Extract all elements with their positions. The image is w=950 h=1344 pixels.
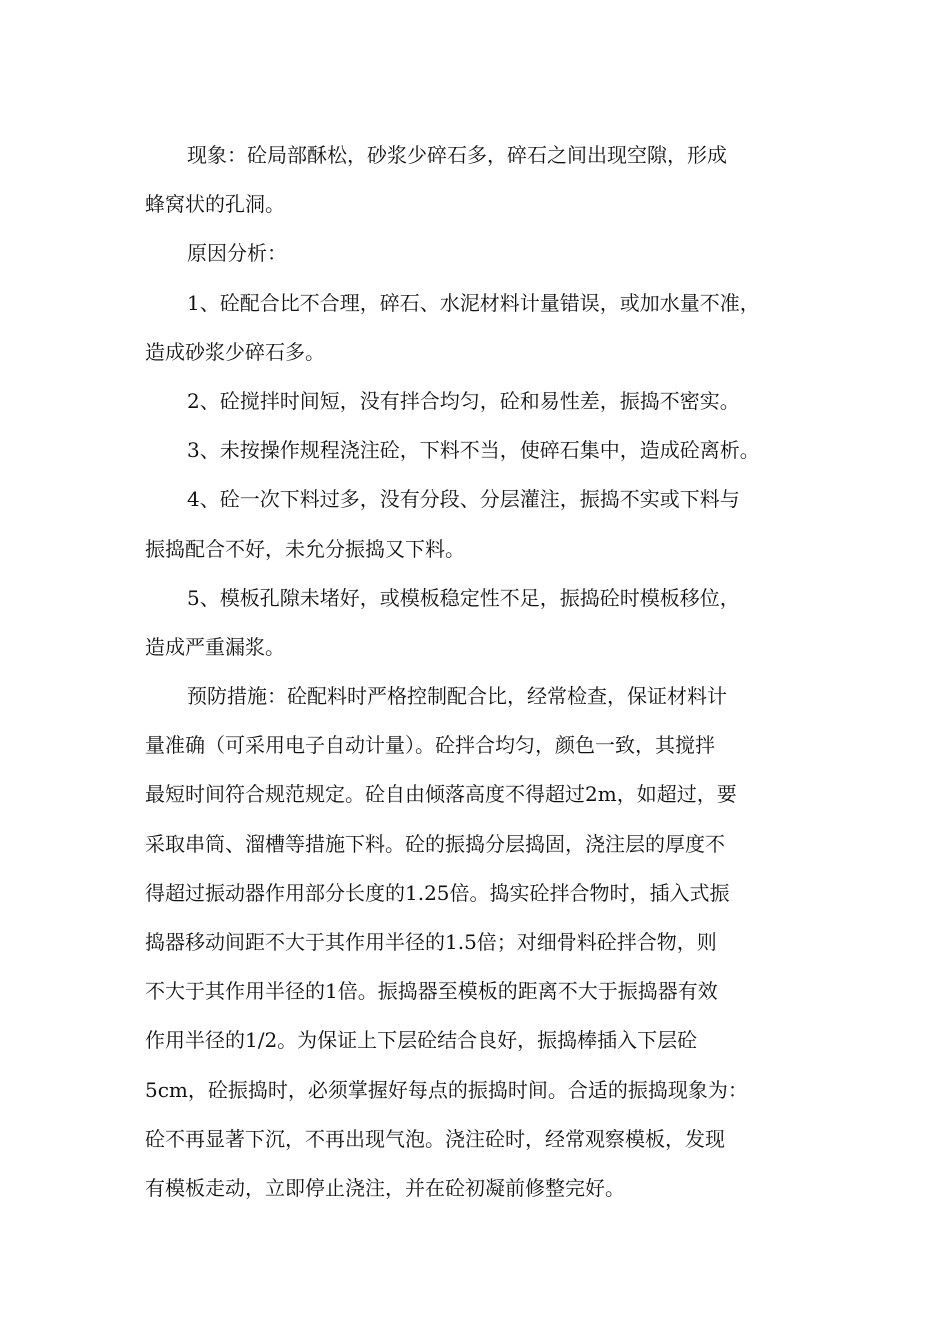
text-line: 蜂窝状的孔洞。: [145, 192, 285, 217]
text-line: 振捣配合不好，未允分振捣又下料。: [145, 536, 465, 561]
text-line: 砼不再显著下沉，不再出现气泡。浇注砼时，经常观察模板，发现: [145, 1126, 725, 1151]
text-line: 得超过振动器作用部分长度的1.25倍。捣实砼拌合物时，插入式振: [145, 880, 730, 905]
text-line: 现象：砼局部酥松，砂浆少碎石多，碎石之间出现空隙，形成: [187, 143, 727, 167]
text-line: 原因分析：: [187, 241, 287, 266]
text-line: 1、砼配合比不合理，碎石、水泥材料计量错误，或加水量不准，: [187, 290, 760, 315]
text-line: 5、模板孔隙未堵好，或模板稳定性不足，振捣砼时模板移位，: [187, 585, 740, 610]
text-line: 造成砂浆少碎石多。: [145, 339, 325, 364]
text-line: 最短时间符合规范规定。砼自由倾落高度不得超过2m，如超过，要: [145, 782, 737, 807]
text-line: 量准确（可采用电子自动计量）。砼拌合均匀，颜色一致，其搅拌: [145, 733, 715, 758]
text-line: 采取串筒、溜槽等措施下料。砼的振捣分层捣固，浇注层的厚度不: [145, 831, 725, 856]
text-line: 2、砼搅拌时间短，没有拌合均匀，砼和易性差，振捣不密实。: [187, 388, 740, 413]
text-line: 5cm，砼振捣时，必须掌握好每点的振捣时间。合适的振捣现象为：: [145, 1077, 748, 1102]
text-line: 3、未按操作规程浇注砼，下料不当，使碎石集中，造成砼离析。: [187, 438, 760, 463]
document-body: [145, 131, 825, 1213]
text-line: 作用半径的1/2。为保证上下层砼结合良好，振捣棒插入下层砼: [145, 1028, 698, 1053]
text-line: 捣器移动间距不大于其作用半径的1.5倍；对细骨料砼拌合物，则: [145, 930, 717, 954]
text-line: 不大于其作用半径的1倍。振捣器至模板的距离不大于振捣器有效: [145, 979, 718, 1004]
text-line: 有模板走动，立即停止浇注，并在砼初凝前修整完好。: [145, 1175, 625, 1200]
text-line: 4、砼一次下料过多，没有分段、分层灌注，振捣不实或下料与: [187, 487, 740, 512]
text-line: 预防措施：砼配料时严格控制配合比，经常检查，保证材料计: [187, 684, 727, 709]
text-line: 造成严重漏浆。: [145, 634, 285, 659]
